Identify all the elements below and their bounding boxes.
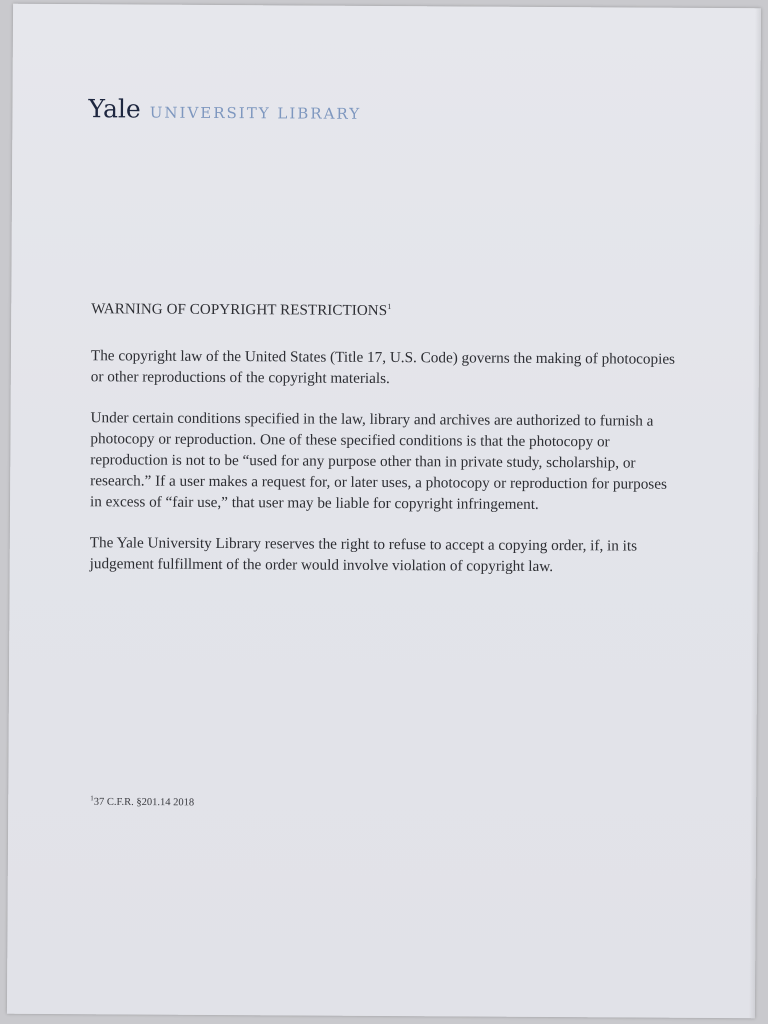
footnote-text: 37 C.F.R. §201.14 2018 xyxy=(93,796,195,809)
logo-yale-wordmark: Yale xyxy=(88,94,141,124)
footnote-mark: 1 xyxy=(90,794,94,803)
paragraph-library-rights: The Yale University Library reserves the right to refuse to accept a copying order, if, in its judgement fulfillment of the order would involve violation of copyright law. xyxy=(89,534,638,576)
paragraph-copyright-law: The copyright law of the United States (Title 17, U.S. Code) governs the making of photocopies or other reproductions of the copyright materials. xyxy=(90,347,676,388)
heading-footnote-mark: 1 xyxy=(387,302,392,312)
notice-heading xyxy=(91,300,681,322)
paragraph-conditions: Under certain conditions specified in the law, library and archives are authorized to furnish a photocopy or reproduction. One of these specified conditions is that the photocopy or reproduction is not to be “used for any purpose other than in private study, scholarship, or research.” If a user makes a request for, or later uses, a photocopy or reproduction for purposes in excess of “fair use,” that user may be liable for copyright infringement. xyxy=(89,409,667,513)
footnote xyxy=(90,794,194,808)
paper-sheet xyxy=(7,4,761,1019)
logo-library-wordmark: UNIVERSITY LIBRARY xyxy=(149,103,362,123)
yale-library-logo xyxy=(88,94,361,125)
notice-heading-text: WARNING OF COPYRIGHT RESTRICTIONS xyxy=(91,301,388,320)
copyright-notice xyxy=(89,300,681,598)
